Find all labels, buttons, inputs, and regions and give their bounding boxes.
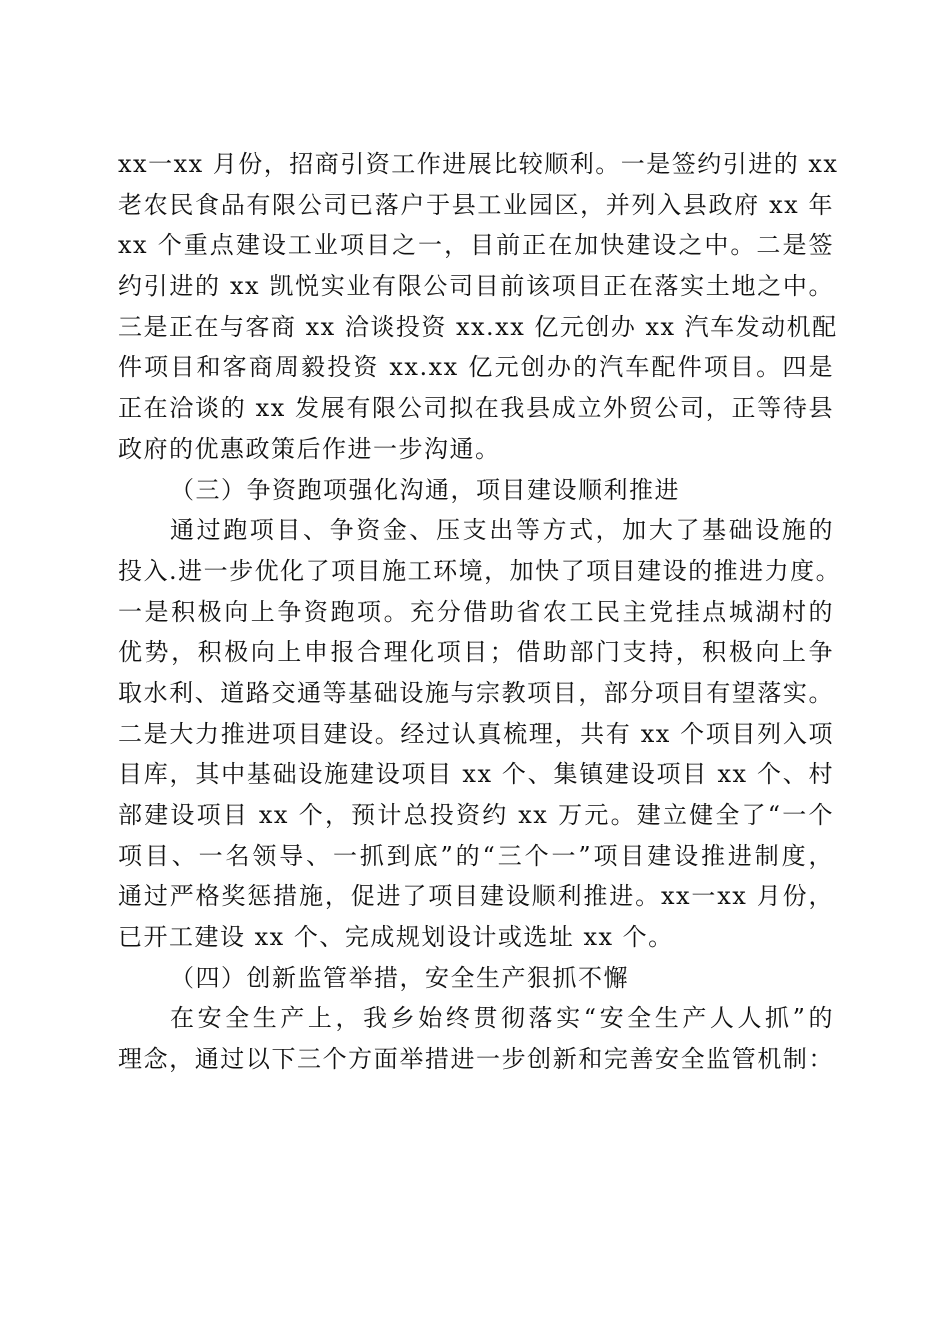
text-line: 取水利、道路交通等基础设施与宗教项目，部分项目有望落实。 [118, 678, 834, 707]
text-line: 在安全生产上，我乡始终贯彻落实“安全生产人人抓”的 [170, 1004, 834, 1033]
text-line: xx一xx 月份，招商引资工作进展比较顺利。一是签约引进的 xx [118, 150, 839, 178]
text-line: 件项目和客商周毅投资 xx.xx 亿元创办的汽车配件项目。四是 [118, 353, 834, 382]
text-line: 正在洽谈的 xx 发展有限公司拟在我县成立外贸公司，正等待县 [118, 394, 834, 423]
text-line: 理念，通过以下三个方面举措进一步创新和完善安全监管机制： [118, 1045, 834, 1074]
text-line: 项目、一名领导、一抓到底”的“三个一”项目建设推进制度， [118, 841, 834, 870]
text-line: 目库，其中基础设施建设项目 xx 个、集镇建设项目 xx 个、村 [118, 760, 834, 789]
text-line: 二是大力推进项目建设。经过认真梳理，共有 xx 个项目列入项 [118, 719, 834, 748]
text-line: 投入.进一步优化了项目施工环境，加快了项目建设的推进力度。 [118, 556, 842, 585]
text-line: 政府的优惠政策后作进一步沟通。 [118, 434, 501, 463]
document-body [118, 144, 842, 1080]
text-line: 三是正在与客商 xx 洽谈投资 xx.xx 亿元创办 xx 汽车发动机配 [118, 312, 838, 341]
section-heading-3: （三）争资跑项强化沟通，项目建设顺利推进 [170, 475, 680, 504]
text-line: 老农民食品有限公司已落户于县工业园区，并列入县政府 xx 年 [118, 190, 834, 219]
section-heading-4: （四）创新监管举措，安全生产狠抓不懈 [170, 963, 629, 992]
text-line: 部建设项目 xx 个，预计总投资约 xx 万元。建立健全了“一个 [118, 801, 834, 829]
text-line: 通过跑项目、争资金、压支出等方式，加大了基础设施的 [170, 516, 834, 545]
text-line: 优势，积极向上申报合理化项目；借助部门支持，积极向上争 [118, 638, 834, 667]
text-line: 一是积极向上争资跑项。充分借助省农工民主党挂点城湖村的 [118, 597, 834, 626]
text-line: 已开工建设 xx 个、完成规划设计或选址 xx 个。 [118, 923, 674, 952]
text-line: xx 个重点建设工业项目之一，目前正在加快建设之中。二是签 [118, 231, 834, 260]
text-line: 约引进的 xx 凯悦实业有限公司目前该项目正在落实土地之中。 [118, 272, 834, 301]
text-line: 通过严格奖惩措施，促进了项目建设顺利推进。xx一xx 月份， [118, 882, 834, 911]
